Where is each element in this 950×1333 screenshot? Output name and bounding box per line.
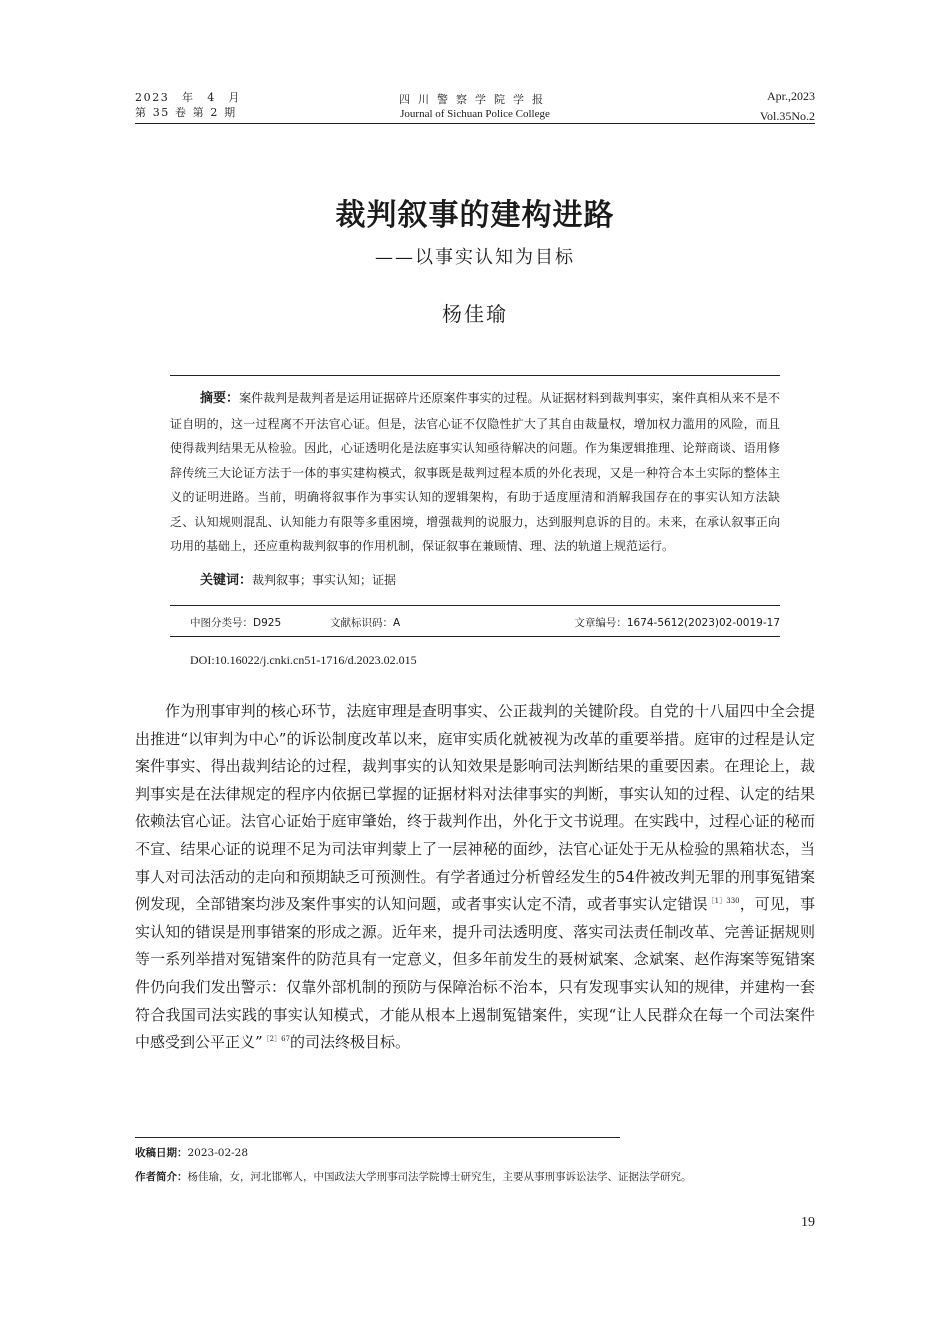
received-date-note xyxy=(135,1146,248,1161)
abstract-text: 案件裁判是裁判者是运用证据碎片还原案件事实的过程。从证据材料到裁判事实，案件真相从来不是不证自明的，这一过程离不开法官心证。但是，法官心证不仅隐性扩大了其自由裁量权，增加权力滥用的风险，而且使得裁判结果无从检验。因此，心证透明化是法庭事实认知亟待解决的问题。作为集逻辑推理、论辩商谈、语用修辞传统三大论证方法于一体的事实建构模式，叙事既是裁判过程本质的外化表现，又是一种符合本土实际的整体主义的证明进路。当前，明确将叙事作为事实认知的逻辑架构，有助于适度厘清和消解我国存在的事实认知方法缺乏、认知规则混乱、认知能力有限等多重困境，增强裁判的说服力，达到服判息诉的目的。未来，在承认叙事正向功用的基础上，还应重构裁判叙事的作用机制，保证叙事在兼顾情、理、法的轨道上规范运行。 xyxy=(170,391,780,553)
keywords xyxy=(200,571,396,590)
keywords-text: 裁判叙事；事实认知；证据 xyxy=(252,573,397,587)
received-label: 收稿日期： xyxy=(135,1147,188,1159)
paragraph-text-1: 作为刑事审判的核心环节，法庭审理是查明事实、公正裁判的关键阶段。自党的十八届四中全会提出推进“以审判为中心”的诉讼制度改革以来，庭审实质化就被视为改革的重要举措。庭审的过程是认定案件事实、得出裁判结论的过程，裁判事实的认知效果是影响司法判断结果的重要因素。在理论上，裁判事实是在法律规定的程序内依据已掌握的证据材料对法律事实的判断，事实认知的过程、认定的结果依赖法官心证。法官心证始于庭审肇始，终于裁判作出，外化于文书说理。在实践中，过程心证的秘而不宣、结果心证的说理不足为司法审判蒙上了一层神秘的面纱，法官心证处于无从检验的黑箱状态，当事人对司法活动的走向和预期缺乏可预测性。有学者通过分析曾经发生的54件被改判无罪的刑事冤错案例发现，全部错案均涉及案件事实的认知问题，或者事实认定不清，或者事实认定错误 xyxy=(135,702,815,914)
citation-ref-1: ［1］330 xyxy=(707,897,740,906)
body-text xyxy=(135,698,815,1057)
journal-name-cn: 四川警察学院学报 xyxy=(399,93,551,106)
page-number: 19 xyxy=(801,1215,815,1230)
article-subtitle: ——以事实认知为目标 xyxy=(375,247,575,268)
citation-ref-2: ［2］67 xyxy=(262,1035,291,1044)
received-value: 2023-02-28 xyxy=(187,1147,249,1159)
abstract xyxy=(170,386,780,559)
paragraph-text-2: ，可见，事实认知的错误是刑事错案的形成之源。近年来，提升司法透明度、落实司法责任制改革、完善证据规则等一系列举措对冤错案件的防范具有一定意义，但多年前发生的聂树斌案、念斌案、赵作海案等冤错案件仍向我们发出警示：仅靠外部机制的预防与保障治标不治本，只有发现事实认知的规律，并建构一套符合我国司法实践的事实认知模式，才能从根本上遏制冤错案件，实现“让人民群众在每一个司法案件中感受到公平正义” xyxy=(135,895,815,1052)
abstract-bottom-rule xyxy=(170,605,780,606)
meta-bottom-rule xyxy=(170,636,780,637)
doi: DOI:10.16022/j.cnki.cn51-1716/d.2023.02.015 xyxy=(190,653,417,667)
header-rule xyxy=(135,123,815,124)
footnote-rule xyxy=(135,1137,620,1138)
article-number: 文章编号：1674-5612(2023)02-0019-17 xyxy=(574,617,780,629)
abstract-label: 摘要： xyxy=(200,391,240,406)
running-header-right xyxy=(760,86,815,126)
volume-issue: 第 35 卷 第 2 期 xyxy=(135,106,237,119)
clc-number: 中图分类号：D925 xyxy=(190,617,282,629)
abstract-top-rule xyxy=(170,375,780,376)
document-code: 文献标识码：A xyxy=(330,617,401,629)
issue-date: 2023 年 4 月 xyxy=(135,91,241,104)
bio-label: 作者简介： xyxy=(135,1171,188,1183)
author-bio-note xyxy=(135,1170,692,1185)
article-author: 杨佳瑜 xyxy=(442,302,508,326)
article-title: 裁判叙事的建构进路 xyxy=(335,198,615,233)
keywords-label: 关键词： xyxy=(200,573,253,588)
paragraph xyxy=(135,698,815,1057)
journal-name-en: Journal of Sichuan Police College xyxy=(400,108,550,120)
issue-date-en: Apr.,2023 xyxy=(767,89,815,103)
volume-issue-en: Vol.35No.2 xyxy=(759,109,815,123)
bio-value: 杨佳瑜，女，河北邯郸人，中国政法大学刑事司法学院博士研究生，主要从事刑事诉讼法学、证据法学研究。 xyxy=(187,1171,692,1183)
paragraph-text-3: 的司法终极目标。 xyxy=(290,1033,411,1052)
